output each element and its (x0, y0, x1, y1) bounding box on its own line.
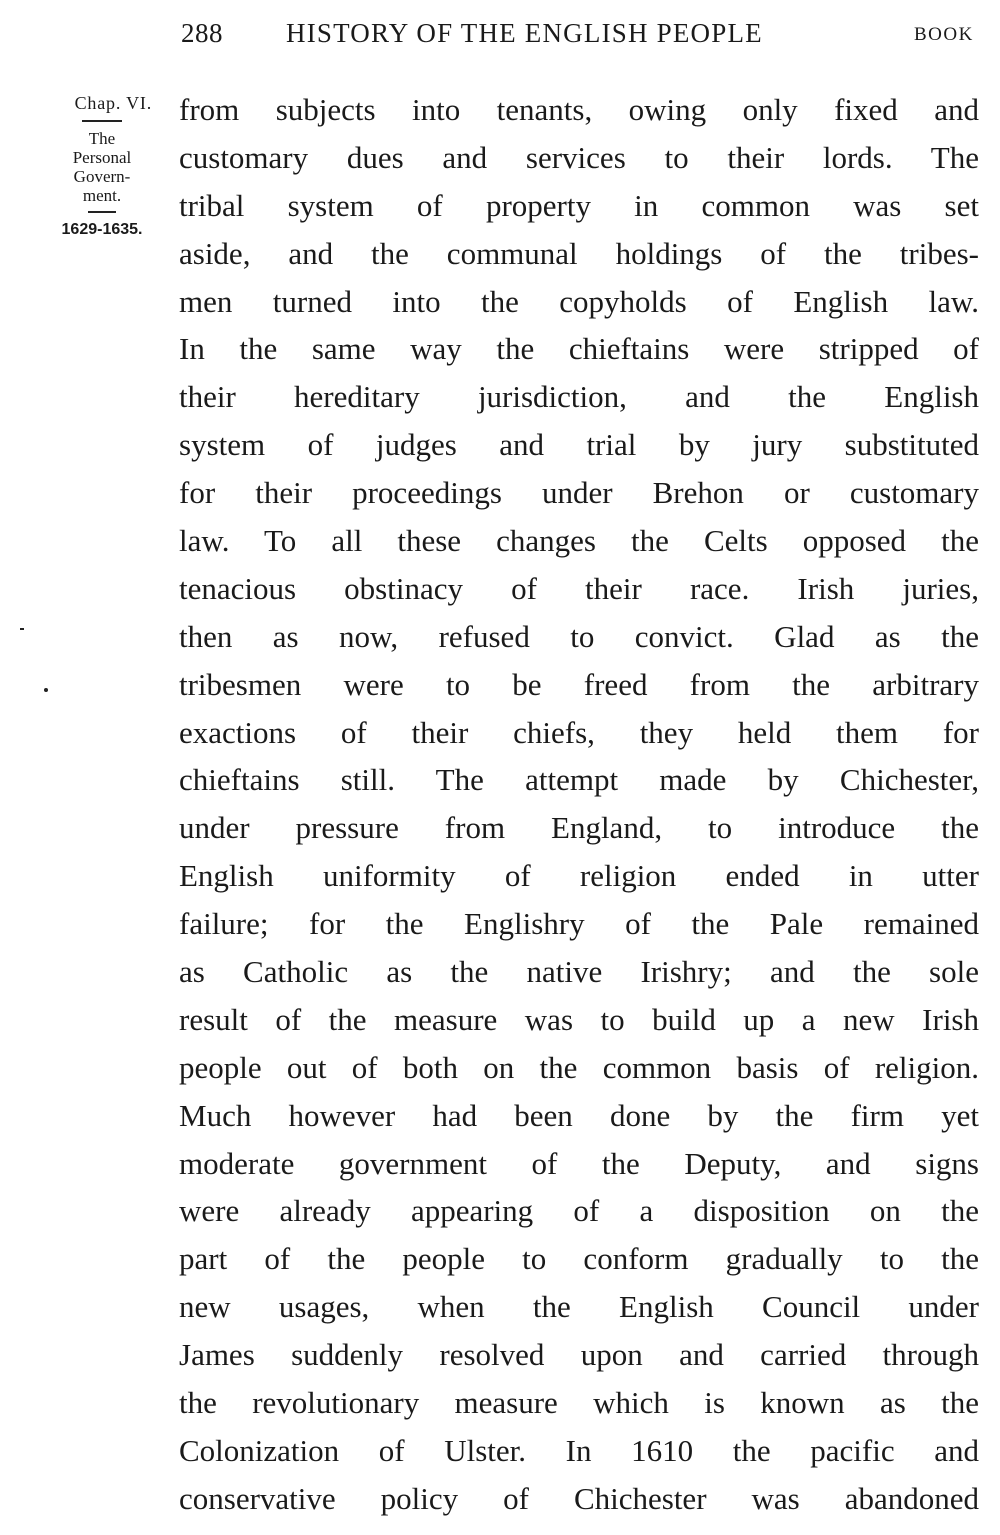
text-line: the revolutionary measure which is known as the (179, 1385, 979, 1421)
text-line: failure; for the Englishry of the Pale remained (179, 906, 979, 942)
text-line: then as now, refused to convict. Glad as the (179, 618, 979, 654)
stray-ink-dot (44, 688, 48, 692)
margin-rule-short (88, 211, 116, 213)
running-book-label: BOOK (914, 24, 974, 45)
text-line: In the same way the chieftains were stripped of (179, 331, 979, 367)
text-line: tenacious obstinacy of their race. Irish juries, (179, 570, 979, 606)
text-line: chieftains still. The attempt made by Chichester, (179, 762, 979, 798)
margin-note (30, 94, 158, 238)
text-line: for their proceedings under Brehon or customary (179, 475, 979, 511)
text-line: moderate government of the Deputy, and signs (179, 1145, 979, 1181)
text-line: Much however had been done by the firm yet (179, 1097, 979, 1133)
text-line: aside, and the communal holdings of the tribes- (179, 235, 979, 271)
text-line: men turned into the copyholds of English law. (179, 283, 979, 319)
text-line: English uniformity of religion ended in utter (179, 858, 979, 894)
text-line: under pressure from England, to introduce the (179, 810, 979, 846)
margin-topic-line: ment. (82, 186, 122, 205)
text-line: system of judges and trial by jury substituted (179, 427, 979, 463)
text-line: law. To all these changes the Celts opposed the (179, 523, 979, 559)
text-line: new usages, when the English Council under (179, 1289, 979, 1325)
margin-rule (82, 120, 122, 122)
margin-topic-line: Personal (72, 148, 132, 167)
margin-dates: 1629-1635. (61, 220, 143, 238)
text-line: James suddenly resolved upon and carried through (179, 1337, 979, 1373)
text-line: Colonization of Ulster. In 1610 the pacific and (179, 1432, 979, 1468)
text-line: conservative policy of Chichester was abandoned (179, 1480, 979, 1516)
running-head (0, 14, 1000, 54)
text-line: were already appearing of a disposition on the (179, 1193, 979, 1229)
stray-ink-mark (20, 628, 24, 630)
chapter-label: Chap. VI. (74, 93, 152, 113)
page-number: 288 (181, 18, 223, 48)
text-line: exactions of their chiefs, they held them for (179, 714, 979, 750)
running-title: HISTORY OF THE ENGLISH PEOPLE (286, 18, 763, 48)
text-line: from subjects into tenants, owing only fixed and (179, 92, 979, 127)
text-line: as Catholic as the native Irishry; and the sole (179, 954, 979, 990)
text-line: tribesmen were to be freed from the arbitrary (179, 666, 979, 702)
text-line: their hereditary jurisdiction, and the English (179, 379, 979, 415)
text-line: tribal system of property in common was set (179, 187, 979, 223)
body-text (179, 86, 979, 1523)
text-line: customary dues and services to their lords. The (179, 139, 979, 175)
text-line: result of the measure was to build up a new Irish (179, 1001, 979, 1037)
margin-topic-line: Govern- (73, 167, 131, 186)
text-line: people out of both on the common basis of religion. (179, 1049, 979, 1085)
text-line: part of the people to conform gradually to the (179, 1241, 979, 1277)
margin-topic-line: The (88, 129, 116, 148)
